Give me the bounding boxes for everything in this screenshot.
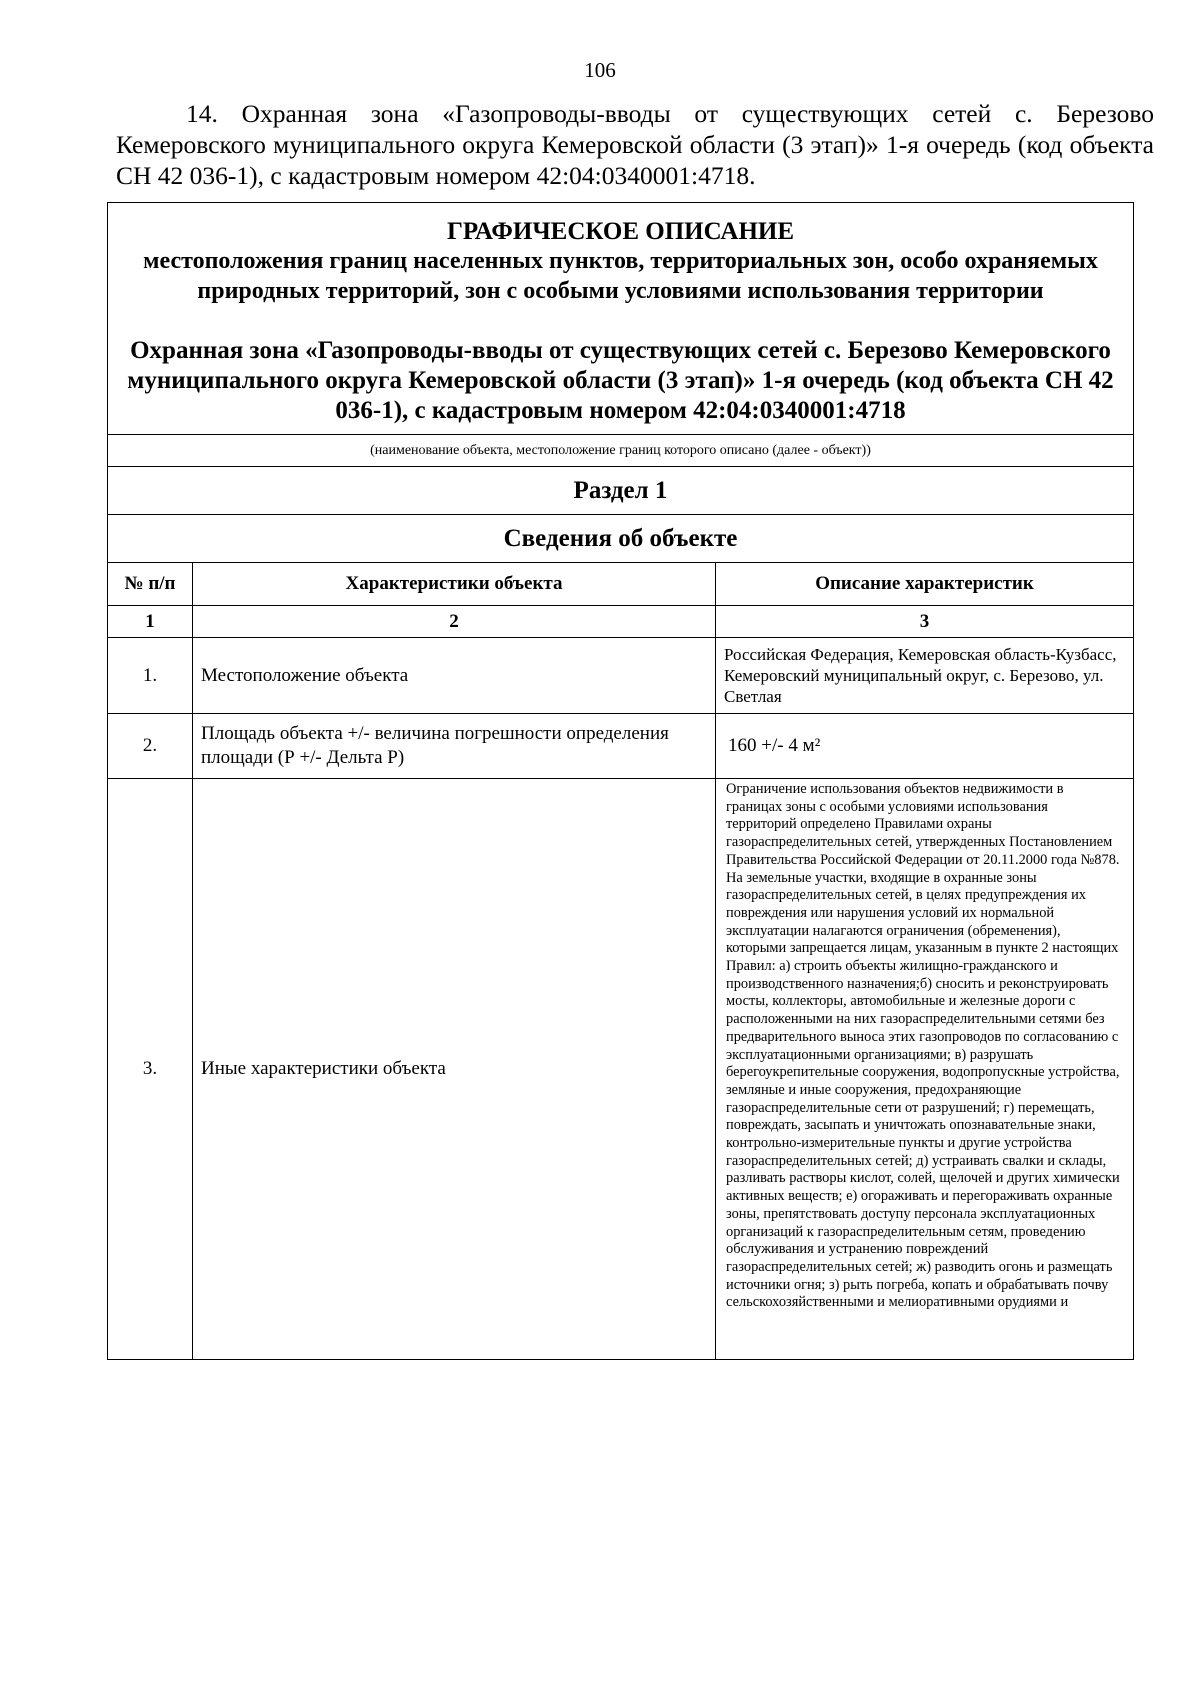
row-characteristic: Иные характеристики объекта — [193, 779, 716, 1360]
column-header-row — [108, 563, 1134, 606]
note-row — [108, 435, 1134, 467]
section-subtitle: Сведения об объекте — [108, 515, 1134, 563]
column-number: 2 — [193, 606, 716, 638]
section-title: Раздел 1 — [108, 467, 1134, 515]
table-row — [108, 638, 1134, 714]
row-description: Российская Федерация, Кемеровская область-Кузбасс, Кемеровский муниципальный округ, с. Березово, ул. Светлая — [716, 638, 1134, 714]
row-characteristic: Площадь объекта +/- величина погрешности определения площади (Р +/- Дельта Р) — [193, 714, 716, 779]
document-title: ГРАФИЧЕСКОЕ ОПИСАНИЕ — [446, 218, 795, 245]
section-row — [108, 467, 1134, 515]
row-number: 3. — [108, 779, 193, 1360]
column-header-num: № п/п — [108, 563, 193, 606]
row-number: 2. — [108, 714, 193, 779]
column-number-row — [108, 606, 1134, 638]
section-subtitle-row — [108, 515, 1134, 563]
document-subtitle: местоположения границ населенных пунктов, территориальных зон, особо охраняемых природных территорий, зон с особыми условиями использования территории — [143, 248, 1098, 304]
column-number: 1 — [108, 606, 193, 638]
column-number: 3 — [716, 606, 1134, 638]
description-table — [107, 202, 1134, 1360]
row-number: 1. — [108, 638, 193, 714]
column-header-description: Описание характеристик — [716, 563, 1134, 606]
table-row — [108, 779, 1134, 1360]
page-number: 106 — [584, 58, 616, 82]
intro-paragraph — [116, 98, 1154, 191]
row-description: 160 +/- 4 м² — [716, 714, 1134, 779]
column-header-characteristic: Характеристики объекта — [193, 563, 716, 606]
intro-text: 14. Охранная зона «Газопроводы-вводы от существующих сетей с. Березово Кемеровского муниципального округа Кемеровской области (3 этап)» 1-я очередь (код объекта СН 42 036-1), с кадастровым номером 42:04:0340001:4718. — [116, 99, 1154, 190]
object-name: Охранная зона «Газопроводы-вводы от существующих сетей с. Березово Кемеровского муниципального округа Кемеровской области (3 этап)» 1-я очередь (код объекта СН 42 036-1), с кадастровым номером 42:04:0340001:4718 — [127, 337, 1114, 424]
object-note: (наименование объекта, местоположение границ которого описано (далее - объект)) — [108, 435, 1134, 467]
row-description: Ограничение использования объектов недвижимости в границах зоны с особыми условиями использования территорий определено Правилами охраны газораспределительных сетей, утвержденных Постановлением Правительства Российской Федерации от 20.11.2000 года №878. На земельные участки, входящие в охранные зоны газораспределительных сетей, в целях предупреждения их повреждения или нарушения условий их нормальной эксплуатации налагаются ограничения (обременения), которыми запрещается лицам, указанным в пункте 2 настоящих Правил: а) строить объекты жилищно-гражданского и производственного назначения;б) сносить и реконструировать мосты, коллекторы, автомобильные и железные дороги с расположенными на них газораспределительными сетями без предварительного выноса этих газопроводов по согласованию с эксплуатационными организациями; в) разрушать берегоукрепительные сооружения, водопропускные устройства, земляные и иные сооружения, предохраняющие газораспределительные сети от разрушений; г) перемещать, повреждать, засыпать и уничтожать опознавательные знаки, контрольно-измерительные пункты и другие устройства газораспределительных сетей; д) устраивать свалки и склады, разливать растворы кислот, солей, щелочей и других химически активных веществ; е) огораживать и перегораживать охранные зоны, препятствовать доступу персонала эксплуатационных организаций к газораспределительным сетям, проведению обслуживания и устранению повреждений газораспределительных сетей; ж) разводить огонь и размещать источники огня; з) рыть погреба, копать и обрабатывать почву сельскохозяйственными и мелиоративными орудиями и — [726, 781, 1120, 1311]
row-characteristic: Местоположение объекта — [193, 638, 716, 714]
row-description-cell — [716, 779, 1134, 1360]
header-row — [108, 203, 1134, 435]
header-cell — [108, 203, 1134, 435]
table-row — [108, 714, 1134, 779]
